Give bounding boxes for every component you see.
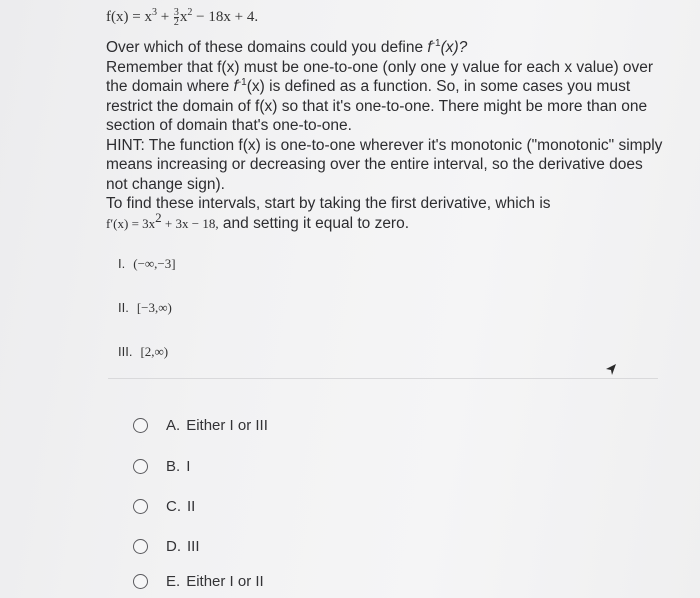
derivative-tail: and setting it equal to zero. xyxy=(218,214,410,232)
fx-fraction xyxy=(174,8,179,27)
prompt-hint: HINT: The function f(x) is one-to-one wherever it's monotonic ("monotonic" simply means increasing or decreasing over the entire interval, so the derivative does not change sign). xyxy=(106,136,663,193)
answer-option-b[interactable] xyxy=(133,455,190,477)
answer-option-a[interactable] xyxy=(133,414,268,436)
section-divider xyxy=(108,378,658,379)
option-letter: E. xyxy=(166,572,181,590)
interval-value: [2,∞) xyxy=(140,344,169,359)
radio-unselected-icon[interactable] xyxy=(133,459,148,474)
question-prompt xyxy=(106,38,666,233)
prompt-derivative-line xyxy=(106,209,666,234)
answer-option-c[interactable] xyxy=(133,495,195,517)
prompt-find-line: To find these intervals, start by taking the first derivative, which is xyxy=(106,195,551,212)
fx-fraction-numerator: 3 xyxy=(173,7,179,18)
derivative-exponent: 2 xyxy=(155,209,162,225)
interval-value: [−3,∞) xyxy=(136,300,172,315)
derivative-rest: + 3x − 18, xyxy=(161,215,219,231)
radio-unselected-icon[interactable] xyxy=(133,418,148,433)
interval-item xyxy=(118,300,172,316)
option-label[interactable] xyxy=(166,573,264,590)
option-text: I xyxy=(186,457,191,475)
option-label[interactable] xyxy=(166,417,268,434)
derivative-lhs: f′(x) = 3x xyxy=(106,215,156,231)
fx-x2: x xyxy=(179,8,188,25)
fx-plus: + xyxy=(156,8,173,25)
option-letter: A. xyxy=(166,416,181,434)
option-text: III xyxy=(187,537,200,555)
prompt-para2-f: f xyxy=(233,78,238,95)
fx-x3-exponent: 3 xyxy=(151,6,157,18)
interval-numeral: II. xyxy=(118,300,129,315)
answer-option-e[interactable] xyxy=(133,570,264,592)
option-text: Either I or III xyxy=(186,416,268,434)
prompt-question-line xyxy=(106,38,666,58)
interval-value: (−∞,−3] xyxy=(133,256,176,271)
radio-unselected-icon[interactable] xyxy=(133,499,148,514)
prompt-remember-paragraph xyxy=(106,58,666,136)
option-label[interactable] xyxy=(166,498,195,515)
fx-fraction-denominator: 2 xyxy=(173,17,179,28)
mouse-pointer-icon xyxy=(602,362,618,378)
prompt-para2-b: (x) is defined as a function. So, in some cases you must restrict the domain of f(x) so that it's one-to-one. There might be more than one section of domain that's one-to-one. xyxy=(106,78,648,134)
prompt-line1-text: Over which of these domains could you define xyxy=(106,39,428,56)
function-definition xyxy=(106,8,258,27)
option-text: Either I or II xyxy=(186,572,264,590)
radio-unselected-icon[interactable] xyxy=(133,574,148,589)
option-letter: C. xyxy=(166,497,181,515)
option-letter: B. xyxy=(166,457,181,475)
prompt-line1-f: f xyxy=(427,39,432,56)
prompt-line1-tail: (x)? xyxy=(440,39,468,56)
prompt-para2-exp: -1 xyxy=(237,77,247,88)
prompt-para2-a: Remember that f(x) must be one-to-one (only one y value for each x value) over the domain where xyxy=(106,58,654,95)
option-text: II xyxy=(187,497,196,515)
option-letter: D. xyxy=(166,537,181,555)
interval-numeral: I. xyxy=(118,256,126,271)
option-label[interactable] xyxy=(166,458,190,475)
interval-item xyxy=(118,256,176,272)
fx-rest: − 18x + 4. xyxy=(192,8,259,25)
interval-item xyxy=(118,344,168,360)
fx-x3: x xyxy=(144,8,152,25)
option-label[interactable] xyxy=(166,538,200,555)
fx-x2-exponent: 2 xyxy=(187,6,193,18)
radio-unselected-icon[interactable] xyxy=(133,539,148,554)
fx-lhs: f(x) = xyxy=(106,8,145,25)
interval-numeral: III. xyxy=(118,344,133,359)
prompt-line1-exp: -1 xyxy=(431,38,441,49)
answer-option-d[interactable] xyxy=(133,535,200,557)
